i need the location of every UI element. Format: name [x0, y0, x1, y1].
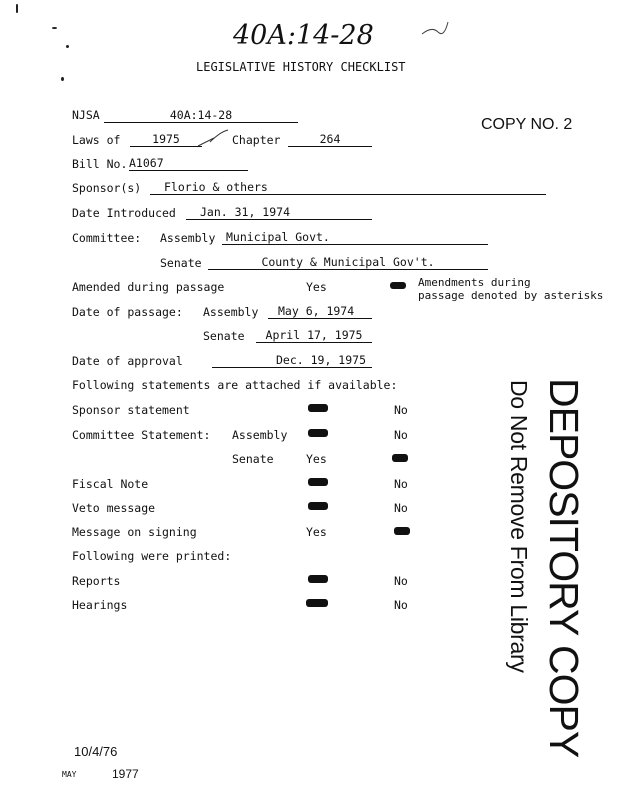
cs-assembly-no: No — [394, 428, 408, 442]
committee-assembly-value: Municipal Govt. — [222, 230, 488, 245]
redaction-mark — [306, 599, 328, 607]
message-on-signing-yes: Yes — [306, 525, 327, 539]
handwritten-reference: 40A:14-28 — [233, 20, 374, 51]
statements-heading: Following statements are attached if available: — [72, 378, 398, 392]
redaction-mark — [394, 527, 410, 535]
njsa-value: 40A:14-28 — [104, 108, 298, 123]
hearings-label: Hearings — [72, 598, 128, 612]
redaction-mark — [392, 454, 408, 462]
njsa-label: NJSA — [72, 108, 100, 122]
footer-date: 10/4/76 — [74, 744, 118, 759]
scan-speck — [61, 77, 64, 81]
cs-senate-yes: Yes — [306, 452, 327, 466]
bill-no-value: A1067 — [129, 156, 248, 171]
fiscal-note-no: No — [394, 477, 408, 491]
reports-no: No — [394, 574, 408, 588]
amendments-note-line1: Amendments during — [418, 276, 531, 289]
amendments-note-line2: passage denoted by asterisks — [418, 289, 604, 302]
committee-statement-label: Committee Statement: — [72, 428, 211, 442]
pen-mark — [420, 20, 450, 38]
footer-year: 1977 — [112, 767, 139, 781]
date-of-passage-label: Date of passage: — [72, 305, 183, 319]
amended-yes: Yes — [306, 280, 327, 294]
redaction-mark — [308, 404, 328, 412]
date-of-approval-label: Date of approval — [72, 354, 183, 368]
reports-label: Reports — [72, 574, 121, 588]
printed-heading: Following were printed: — [72, 549, 232, 563]
bill-no-label: Bill No. — [72, 157, 128, 171]
chapter-label: Chapter — [232, 133, 281, 147]
fiscal-note-label: Fiscal Note — [72, 477, 149, 491]
committee-label: Committee: — [72, 231, 142, 245]
redaction-mark — [390, 282, 406, 289]
date-of-approval-value: Dec. 19, 1975 — [212, 353, 372, 368]
date-introduced-label: Date Introduced — [72, 206, 176, 220]
footer-month: MAY — [62, 770, 77, 779]
depository-stamp-line2: Do Not Remove From Library — [506, 380, 532, 673]
hearings-no: No — [394, 598, 408, 612]
cs-senate-label: Senate — [232, 452, 274, 466]
redaction-mark — [308, 478, 328, 486]
sponsors-value: Florio & others — [150, 180, 546, 195]
page-title: LEGISLATIVE HISTORY CHECKLIST — [196, 60, 406, 74]
veto-message-no: No — [394, 501, 408, 515]
scan-speck — [16, 4, 18, 13]
sponsors-label: Sponsor(s) — [72, 181, 142, 195]
committee-assembly-label: Assembly — [160, 231, 216, 245]
veto-message-label: Veto message — [72, 501, 156, 515]
chapter-value: 264 — [288, 132, 372, 147]
scan-speck — [52, 27, 57, 29]
passage-assembly-value: May 6, 1974 — [268, 304, 372, 319]
message-on-signing-label: Message on signing — [72, 525, 197, 539]
laws-of-label: Laws of — [72, 133, 121, 147]
laws-of-value: 1975 — [130, 132, 202, 147]
passage-senate-label: Senate — [203, 329, 245, 343]
copy-number: COPY NO. 2 — [481, 116, 573, 133]
passage-assembly-label: Assembly — [203, 305, 259, 319]
passage-senate-value: April 17, 1975 — [256, 328, 372, 343]
amended-label: Amended during passage — [72, 280, 225, 294]
redaction-mark — [308, 575, 328, 583]
date-introduced-value: Jan. 31, 1974 — [186, 205, 372, 220]
redaction-mark — [308, 429, 328, 437]
committee-senate-label: Senate — [160, 256, 202, 270]
sponsor-statement-no: No — [394, 403, 408, 417]
cs-assembly-label: Assembly — [232, 428, 288, 442]
redaction-mark — [308, 502, 328, 510]
committee-senate-value: County & Municipal Gov't. — [208, 255, 488, 270]
depository-stamp-line1: DEPOSITORY COPY — [541, 378, 587, 758]
scan-speck — [66, 45, 69, 48]
sponsor-statement-label: Sponsor statement — [72, 403, 190, 417]
pen-mark — [196, 128, 232, 150]
